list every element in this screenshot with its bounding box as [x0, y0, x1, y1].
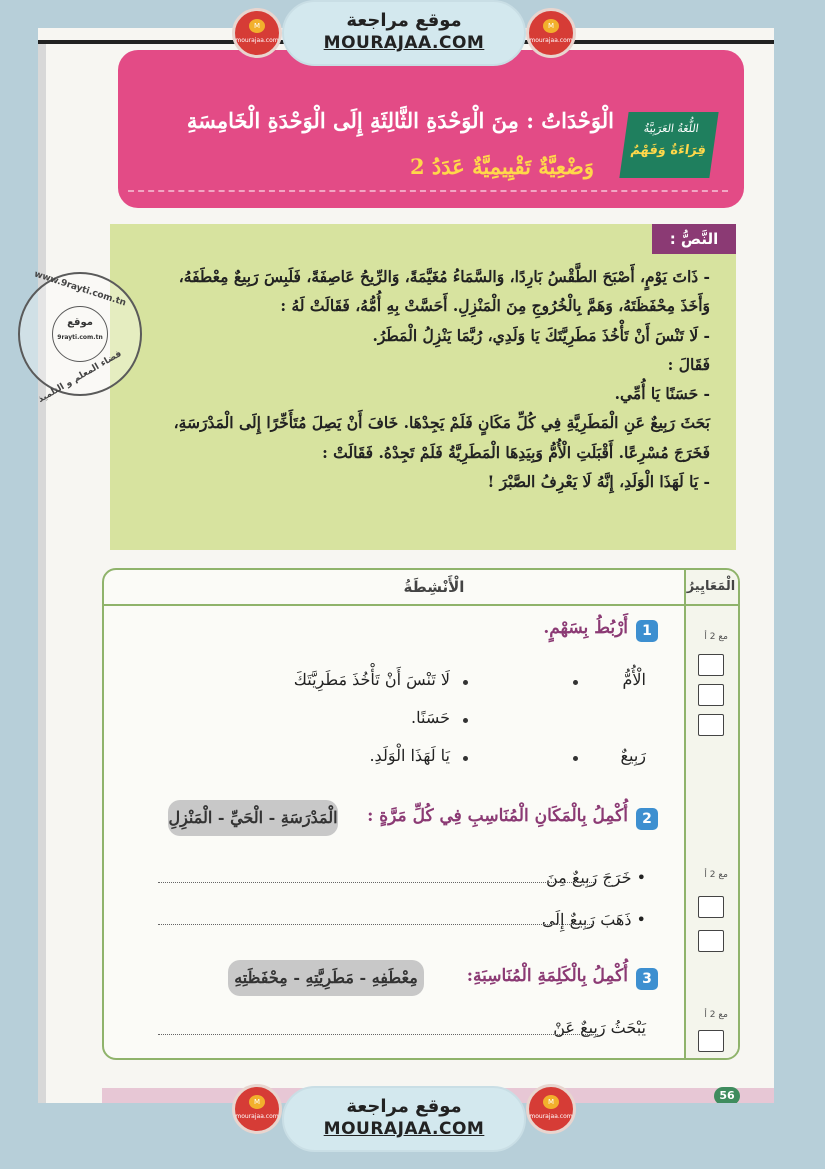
header-dashed-line: [128, 190, 728, 192]
criteria-header: الْمَعَايِيرُ: [686, 579, 736, 594]
question-1-number: 1: [636, 620, 658, 642]
text-line: - لَا تَنْسَ أَنْ تَأْخُذَ مَطَرِيَّتَكَ يَا وَلَدِي، رُبَّمَا يَنْزِلُ الْمَطَرُ.: [372, 325, 710, 345]
logo-mark: M: [249, 1095, 265, 1109]
page-edge-shadow: [38, 44, 46, 1103]
q2-criteria-label: مع 2 أ: [704, 870, 728, 880]
units-title: الْوَحْدَاتُ : مِنَ الْوَحْدَةِ الثَّالِثَةِ إِلَى الْوَحْدَةِ الْخَامِسَةِ: [186, 108, 614, 133]
site-name-en[interactable]: MOURAJAA.COM: [323, 33, 485, 53]
site-name-en[interactable]: MOURAJAA.COM: [323, 1119, 485, 1139]
page-number: 56: [714, 1087, 740, 1103]
q2-answer-line-1[interactable]: [158, 882, 594, 883]
q2-answer-line-2[interactable]: [158, 924, 594, 925]
site-logo-icon: [526, 8, 576, 58]
reading-text: [120, 262, 710, 496]
worksheet-page: [38, 28, 774, 1103]
text-line: فَخَرَجَ مُسْرِعًا. أَقْبَلَتِ الْأُمُّ وَبِيَدِهَا الْمَطَرِيَّةُ فَلَمْ تَجِدْهُ. فَقَالَتْ :: [322, 442, 710, 462]
logo-mark: M: [249, 19, 265, 33]
q1-right-dot[interactable]: [463, 680, 468, 685]
activities-header-rule: [104, 604, 738, 606]
q2-checkbox-2[interactable]: [698, 930, 724, 952]
q3-item-1: يَبْحَثُ رَبِيعٌ عَنْ: [553, 1018, 646, 1037]
logo-caption: mourajaa.com: [529, 1113, 573, 1120]
stamp-center-text: موقع: [67, 317, 93, 328]
q1-checkbox-3[interactable]: [698, 714, 724, 736]
q1-right-dot[interactable]: [463, 718, 468, 723]
stamp-ring-top: www.9rayti.com.tn: [32, 269, 128, 309]
activities-header: الْأَنْشِطَةُ: [403, 578, 465, 596]
q2-choices-chip: الْمَدْرَسَةِ - الْحَيِّ - الْمَنْزِلِ: [168, 800, 338, 836]
text-line: - يَا لَهَذَا الْوَلَدِ، إِنَّهُ لَا يَعْرِفُ الصَّبْرَ !: [487, 472, 710, 492]
text-section-label: النَّصُّ :: [652, 224, 736, 254]
q1-checkbox-2[interactable]: [698, 684, 724, 706]
header-banner: [118, 50, 744, 208]
text-line: - حَسَنًا يَا أُمِّي.: [614, 384, 710, 404]
text-line: بَحَثَ رَبِيعٌ عَنِ الْمَطَرِيَّةِ فِي كُلِّ مَكَانٍ فَلَمْ يَجِدْهَا. خَافَ أَنْ يَصِلَ مُتَأَخِّرًا إِلَى الْمَدْرَسَةِ،: [173, 413, 710, 433]
question-3-number: 3: [636, 968, 658, 990]
question-3-instruction: أُكْمِلُ بِالْكَلِمَةِ الْمُنَاسِبَةِ:: [466, 966, 628, 986]
q2-checkbox-1[interactable]: [698, 896, 724, 918]
q2-item-2: • ذَهَبَ رَبِيعٌ إِلَى: [541, 910, 646, 929]
logo-mark: M: [543, 19, 559, 33]
stamp-center-small: 9rayti.com.tn: [57, 334, 103, 341]
q1-left-dot[interactable]: [573, 756, 578, 761]
q3-criteria-label: مع 2 أ: [704, 1010, 728, 1020]
site-name-ar: موقع مراجعة: [346, 1096, 462, 1117]
site-logo-icon: [232, 8, 282, 58]
criteria-column: [684, 570, 738, 1058]
question-2-number: 2: [636, 808, 658, 830]
q1-right-item: يَا لَهَذَا الْوَلَدِ.: [369, 746, 450, 765]
q1-left-item-mother: الْأُمُّ: [622, 670, 646, 689]
q3-checkbox-1[interactable]: [698, 1030, 724, 1052]
activities-frame: [102, 568, 740, 1060]
logo-caption: mourajaa.com: [235, 37, 279, 44]
site-stamp: [18, 269, 142, 406]
text-line: وَأَخَذَ مِحْفَظَتَهُ، وَهَمَّ بِالْخُرُوجِ مِنَ الْمَنْزِلِ. أَحَسَّتْ بِهِ أُمُّهُ، فَقَالَتْ لَهُ :: [280, 296, 710, 316]
q3-choices-chip: مِعْطَفِهِ - مَطَرِيَّتِهِ - مِحْفَظَتِهِ: [228, 960, 424, 996]
logo-caption: mourajaa.com: [235, 1113, 279, 1120]
q1-right-item: لَا تَنْسَ أَنْ تَأْخُذَ مَطَرِيَّتَكَ: [293, 670, 450, 689]
q1-checkbox-1[interactable]: [698, 654, 724, 676]
q3-answer-line[interactable]: [158, 1034, 598, 1035]
question-1-instruction: أَرْبُطُ بِسَهْمٍ.: [543, 618, 628, 638]
site-banner-bottom[interactable]: [282, 1086, 526, 1152]
stamp-center: [52, 306, 108, 362]
q1-right-item: حَسَنًا.: [411, 708, 450, 727]
site-logo-icon: [232, 1084, 282, 1134]
q2-item-1: • خَرَجَ رَبِيعٌ مِنَ: [545, 868, 646, 887]
logo-caption: mourajaa.com: [529, 37, 573, 44]
q1-criteria-label: مع 2 أ: [704, 632, 728, 642]
site-name-ar: موقع مراجعة: [346, 10, 462, 31]
site-banner-top[interactable]: [282, 0, 526, 66]
question-2-instruction: أُكْمِلُ بِالْمَكَانِ الْمُنَاسِبِ فِي كُلِّ مَرَّةٍ :: [367, 806, 628, 826]
assessment-subtitle: وَضْعِيَّةٌ تَقْيِيمِيَّةٌ عَدَدُ 2: [409, 154, 594, 179]
stamp-ring-bottom: فضاء المعلم و التلميذ: [36, 348, 124, 406]
subject-tag: [619, 112, 718, 178]
q1-left-item-rabie: رَبِيعٌ: [620, 746, 646, 765]
text-line: - ذَاتَ يَوْمٍ، أَصْبَحَ الطَّقْسُ بَارِدًا، وَالسَّمَاءُ مُغَيَّمَةً، وَالرِّيحُ عَاصِفَةً، فَلَبِسَ رَبِيعٌ مِعْطَفَهُ،: [178, 267, 710, 286]
text-line: فَقَالَ :: [667, 354, 710, 374]
q1-right-dot[interactable]: [463, 756, 468, 761]
subject-label: اللُّغَةُ العَرَبِيَّةُ: [642, 122, 700, 135]
domain-label: قِرَاءَةٌ وَفَهْمٌ: [629, 143, 707, 158]
site-logo-icon: [526, 1084, 576, 1134]
reading-text-box: [110, 224, 736, 550]
logo-mark: M: [543, 1095, 559, 1109]
q1-left-dot[interactable]: [573, 680, 578, 685]
